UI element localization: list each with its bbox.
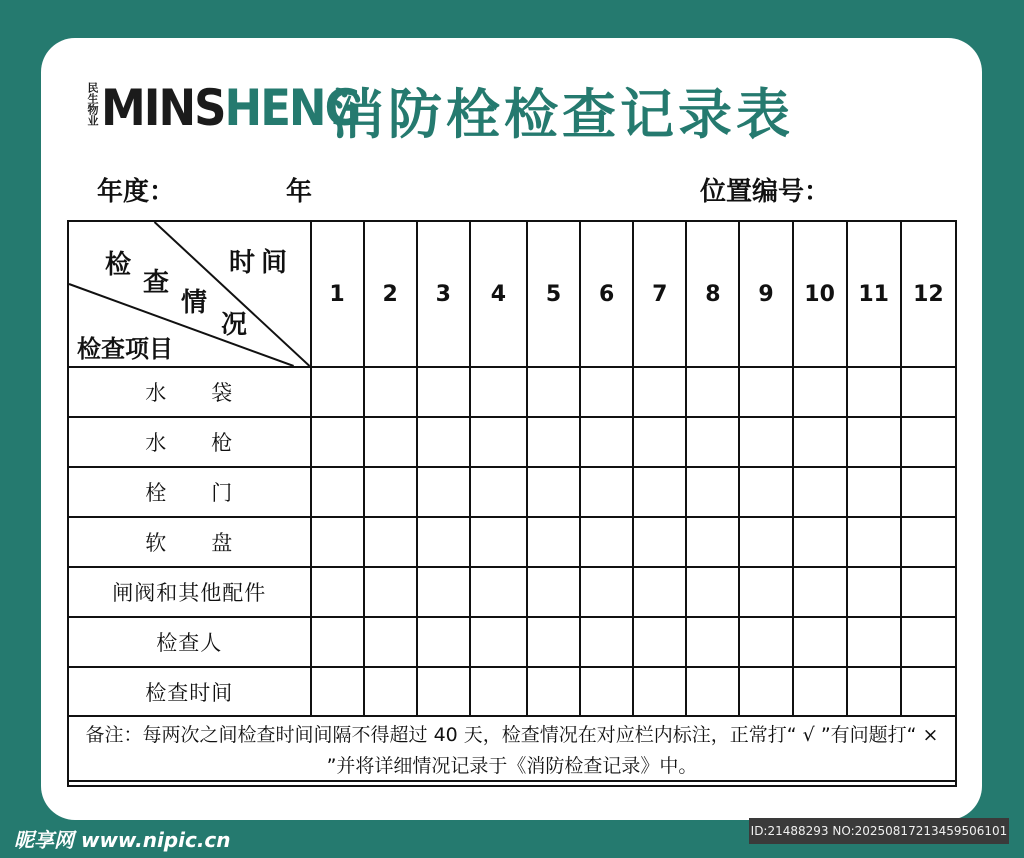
record-cell[interactable] xyxy=(470,367,527,417)
record-cell[interactable] xyxy=(311,367,364,417)
page-title: 消防栓检查记录表 xyxy=(330,83,794,146)
record-cell[interactable] xyxy=(364,467,417,517)
record-cell[interactable] xyxy=(739,367,792,417)
month-header: 2 xyxy=(364,221,417,367)
record-cell[interactable] xyxy=(527,567,580,617)
record-cell[interactable] xyxy=(847,417,901,467)
record-cell[interactable] xyxy=(633,567,686,617)
record-cell[interactable] xyxy=(739,417,792,467)
record-cell[interactable] xyxy=(527,517,580,567)
row-label: 水 枪 xyxy=(68,417,311,467)
position-number-label: 位置编号： xyxy=(700,177,831,207)
year-label: 年度： xyxy=(97,177,176,207)
record-cell[interactable] xyxy=(527,617,580,667)
record-cell[interactable] xyxy=(311,517,364,567)
record-cell[interactable] xyxy=(901,617,956,667)
record-cell[interactable] xyxy=(793,517,847,567)
record-cell[interactable] xyxy=(901,417,956,467)
record-cell[interactable] xyxy=(847,467,901,517)
record-cell[interactable] xyxy=(364,417,417,467)
record-cell[interactable] xyxy=(633,367,686,417)
image-id-watermark: ID:21488293 NO:20250817213459506101 xyxy=(749,818,1009,844)
record-cell[interactable] xyxy=(633,417,686,467)
year-unit: 年 xyxy=(286,177,313,207)
row-label: 检查时间 xyxy=(68,667,311,716)
record-cell[interactable] xyxy=(686,517,739,567)
record-cell[interactable] xyxy=(847,617,901,667)
record-cell[interactable] xyxy=(686,567,739,617)
row-label: 栓 门 xyxy=(68,467,311,517)
row-label: 闸阀和其他配件 xyxy=(68,567,311,617)
record-cell[interactable] xyxy=(739,467,792,517)
record-cell[interactable] xyxy=(686,467,739,517)
record-cell[interactable] xyxy=(633,517,686,567)
record-cell[interactable] xyxy=(793,367,847,417)
record-cell[interactable] xyxy=(364,567,417,617)
header-jian-char: 检 xyxy=(105,250,132,280)
row-label: 检查人 xyxy=(68,617,311,667)
record-cell[interactable] xyxy=(793,417,847,467)
record-cell[interactable] xyxy=(417,467,470,517)
record-cell[interactable] xyxy=(417,617,470,667)
table-row xyxy=(68,467,956,517)
record-cell[interactable] xyxy=(417,417,470,467)
inspection-table xyxy=(67,220,957,782)
note-row xyxy=(68,716,956,786)
table-row xyxy=(68,517,956,567)
logo-chinese-text: 民生物业 xyxy=(86,82,99,126)
record-cell[interactable] xyxy=(470,517,527,567)
record-cell[interactable] xyxy=(527,367,580,417)
record-cell[interactable] xyxy=(739,567,792,617)
table-row xyxy=(68,417,956,467)
diagonal-header-cell xyxy=(68,221,311,367)
record-cell[interactable] xyxy=(527,417,580,467)
month-header: 11 xyxy=(847,221,901,367)
logo-english-text xyxy=(101,78,360,138)
table-row xyxy=(68,567,956,617)
table-row xyxy=(68,617,956,667)
record-cell[interactable] xyxy=(417,667,470,716)
month-header: 5 xyxy=(527,221,580,367)
record-cell[interactable] xyxy=(470,667,527,716)
record-cell[interactable] xyxy=(901,467,956,517)
note-text: 备注：每两次之间检查时间间隔不得超过 40 天，检查情况在对应栏内标注，正常打“ √ ”有问题打“ × ”并将详细情况记录于《消防检查记录》中。 xyxy=(68,716,956,786)
record-cell[interactable] xyxy=(686,667,739,716)
record-cell[interactable] xyxy=(580,467,633,517)
header-cha-char: 查 xyxy=(143,268,170,298)
record-cell[interactable] xyxy=(633,467,686,517)
record-cell[interactable] xyxy=(633,617,686,667)
record-cell[interactable] xyxy=(739,617,792,667)
record-cell[interactable] xyxy=(847,517,901,567)
record-cell[interactable] xyxy=(417,367,470,417)
record-cell[interactable] xyxy=(739,517,792,567)
month-header: 6 xyxy=(580,221,633,367)
record-cell[interactable] xyxy=(793,617,847,667)
record-cell[interactable] xyxy=(847,567,901,617)
month-header: 4 xyxy=(470,221,527,367)
record-cell[interactable] xyxy=(580,517,633,567)
record-cell[interactable] xyxy=(686,367,739,417)
header-items-label: 检查项目 xyxy=(77,335,173,363)
record-cell[interactable] xyxy=(901,667,956,716)
header-kuang-char: 况 xyxy=(221,310,248,340)
record-cell[interactable] xyxy=(311,667,364,716)
record-cell[interactable] xyxy=(793,467,847,517)
month-header: 9 xyxy=(739,221,792,367)
month-header: 3 xyxy=(417,221,470,367)
record-cell[interactable] xyxy=(470,617,527,667)
logo-text-b: HENG xyxy=(224,79,360,137)
record-cell[interactable] xyxy=(364,667,417,716)
minsheng-logo xyxy=(77,78,360,138)
header-qing-char: 情 xyxy=(181,288,208,318)
header-time-label: 时间 xyxy=(229,248,294,278)
record-cell[interactable] xyxy=(847,667,901,716)
row-label: 水 袋 xyxy=(68,367,311,417)
record-cell[interactable] xyxy=(686,617,739,667)
record-cell[interactable] xyxy=(364,367,417,417)
record-cell[interactable] xyxy=(311,567,364,617)
record-cell[interactable] xyxy=(364,617,417,667)
record-cell[interactable] xyxy=(633,667,686,716)
record-cell[interactable] xyxy=(793,567,847,617)
record-cell[interactable] xyxy=(686,417,739,467)
logo-text-a: MINS xyxy=(101,79,225,137)
record-cell[interactable] xyxy=(901,517,956,567)
record-cell[interactable] xyxy=(580,567,633,617)
record-cell[interactable] xyxy=(793,667,847,716)
record-cell[interactable] xyxy=(417,517,470,567)
record-cell[interactable] xyxy=(580,617,633,667)
record-cell[interactable] xyxy=(417,567,470,617)
month-header: 12 xyxy=(901,221,956,367)
record-cell[interactable] xyxy=(527,667,580,716)
record-cell[interactable] xyxy=(739,667,792,716)
table-row xyxy=(68,667,956,716)
record-cell[interactable] xyxy=(311,467,364,517)
record-cell[interactable] xyxy=(901,567,956,617)
month-header: 10 xyxy=(793,221,847,367)
record-cell[interactable] xyxy=(847,367,901,417)
record-cell[interactable] xyxy=(470,467,527,517)
record-cell[interactable] xyxy=(364,517,417,567)
record-cell[interactable] xyxy=(580,417,633,467)
row-label: 软 盘 xyxy=(68,517,311,567)
month-header: 7 xyxy=(633,221,686,367)
record-cell[interactable] xyxy=(311,617,364,667)
month-header: 8 xyxy=(686,221,739,367)
record-cell[interactable] xyxy=(580,667,633,716)
table-row xyxy=(68,367,956,417)
record-cell[interactable] xyxy=(527,467,580,517)
record-cell[interactable] xyxy=(311,417,364,467)
record-cell[interactable] xyxy=(470,567,527,617)
site-watermark: 昵享网 www.nipic.cn xyxy=(14,828,231,852)
month-header: 1 xyxy=(311,221,364,367)
record-cell[interactable] xyxy=(580,367,633,417)
record-cell[interactable] xyxy=(901,367,956,417)
record-cell[interactable] xyxy=(470,417,527,467)
